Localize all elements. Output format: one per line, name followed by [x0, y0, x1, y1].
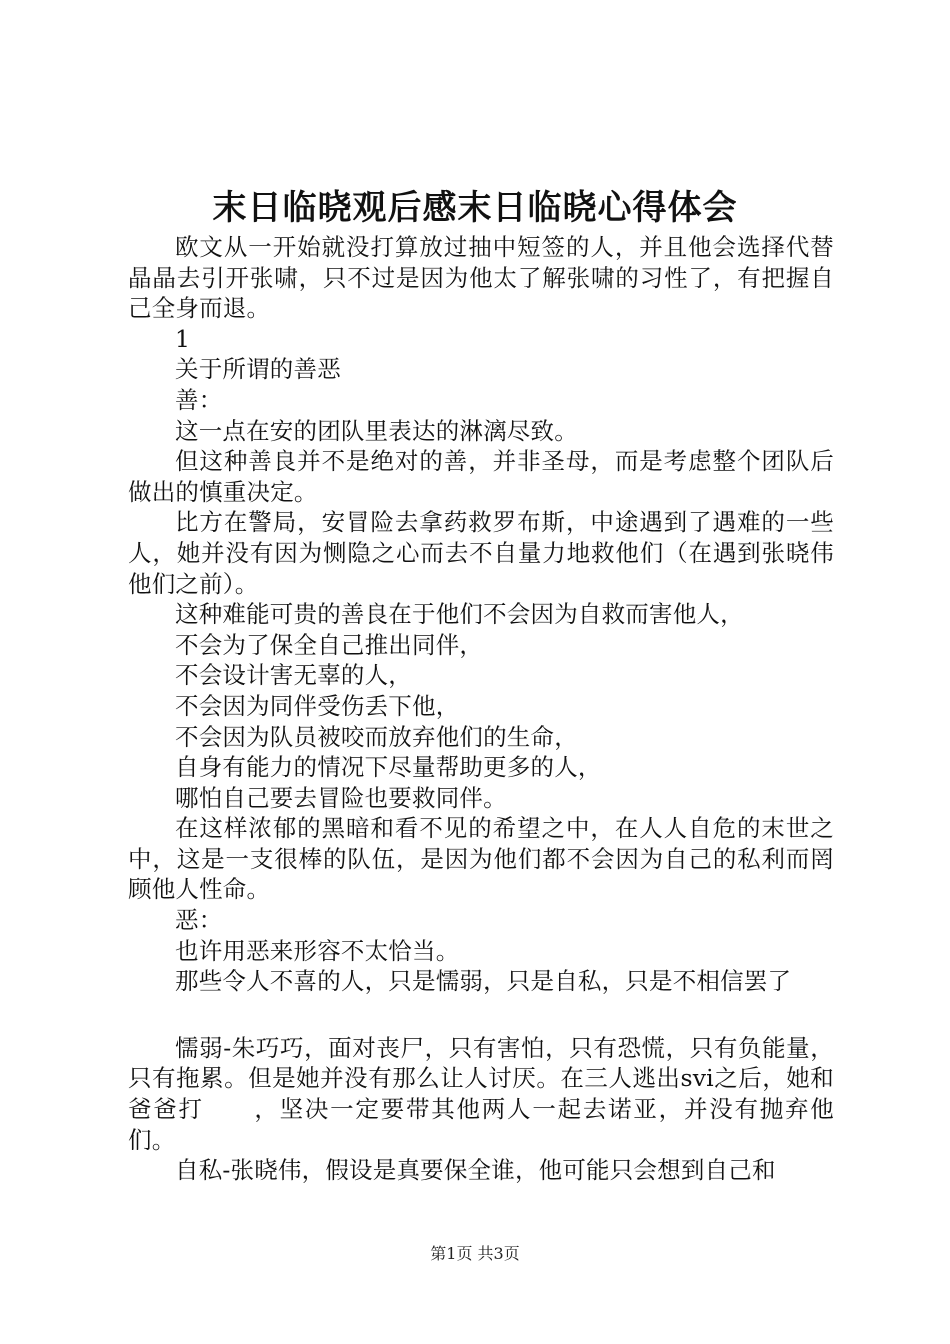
- section-heading: 关于所谓的善恶: [175, 355, 341, 384]
- paragraph: 懦弱-朱巧巧，面对丧尸，只有害怕，只有恐慌，只有负能量，只有拖累。但是她并没有那么让人讨厌。在三人逃出svi之后，她和爸爸打 ，坚决一定要带其他两人一起去诺亚，并没有抛弃他们。: [128, 1033, 834, 1154]
- paragraph: 1: [175, 324, 191, 353]
- subsection-label: 善：: [175, 385, 223, 414]
- list-line: 哪怕自己要去冒险也要救同伴。: [175, 783, 507, 812]
- document-title: 末日临晓观后感末日临晓心得体会: [212, 188, 738, 228]
- list-line: 不会因为队员被咬而放弃他们的生命，: [175, 722, 578, 751]
- subsection-label: 恶：: [175, 906, 223, 935]
- list-line: 不会设计害无辜的人，: [175, 661, 412, 690]
- paragraph-gap: [128, 997, 834, 1033]
- page-footer: 第1页 共3页: [430, 1244, 520, 1263]
- paragraph: 这种难能可贵的善良在于他们不会因为自救而害他人，: [175, 600, 744, 629]
- paragraph: 在这样浓郁的黑暗和看不见的希望之中，在人人自危的末世之中，这是一支很棒的队伍，是因为他们都不会因为自己的私利而罔顾他人性命。: [128, 814, 834, 904]
- paragraph: 欧文从一开始就没打算放过抽中短签的人，并且他会选择代替晶晶去引开张啸，只不过是因为他太了解张啸的习性了，有把握自己全身而退。: [128, 233, 834, 323]
- paragraph: 那些令人不喜的人，只是懦弱，只是自私，只是不相信罢了: [175, 967, 792, 996]
- paragraph: 这一点在安的团队里表达的淋漓尽致。: [175, 416, 578, 445]
- document-body: [128, 232, 834, 1186]
- paragraph: 比方在警局，安冒险去拿药救罗布斯，中途遇到了遇难的一些人，她并没有因为恻隐之心而去不自量力地救他们（在遇到张晓伟他们之前）。: [128, 508, 834, 598]
- list-line: 自身有能力的情况下尽量帮助更多的人，: [175, 753, 602, 782]
- list-line: 不会为了保全自己推出同伴，: [175, 630, 484, 659]
- paragraph: 但这种善良并不是绝对的善，并非圣母，而是考虑整个团队后做出的慎重决定。: [128, 447, 834, 506]
- paragraph: 也许用恶来形容不太恰当。: [175, 936, 460, 965]
- list-line: 不会因为同伴受伤丢下他，: [175, 691, 460, 720]
- paragraph: 自私-张晓伟，假设是真要保全谁，他可能只会想到自己和: [175, 1156, 776, 1185]
